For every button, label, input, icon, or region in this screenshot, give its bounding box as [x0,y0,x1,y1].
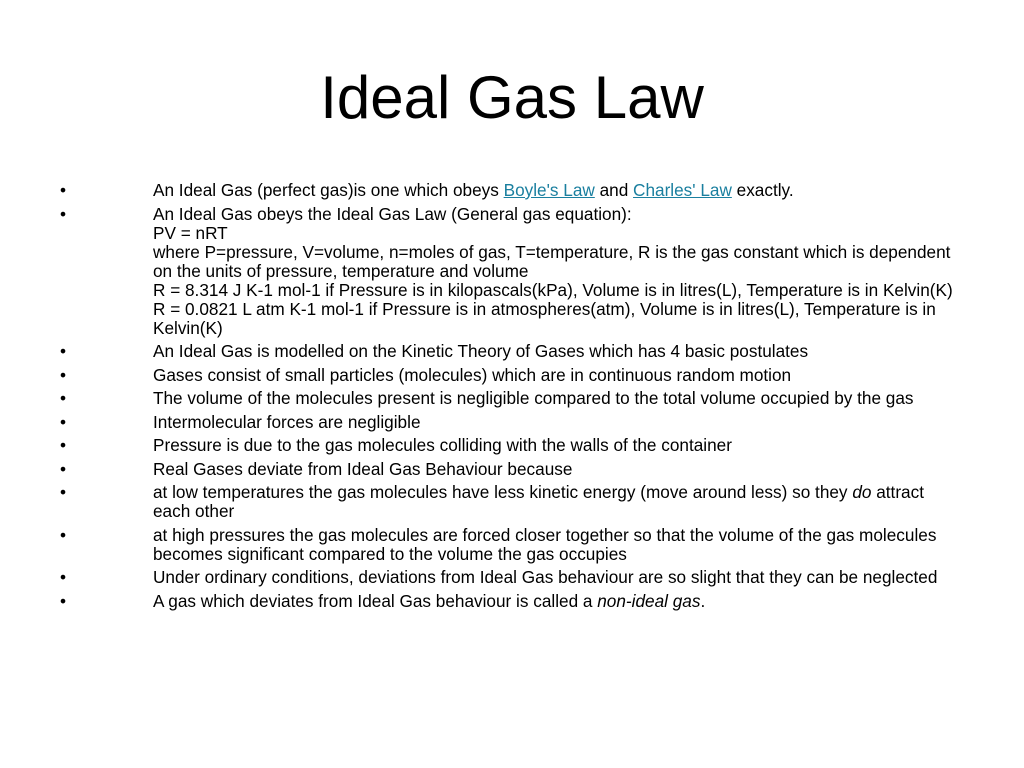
bullet-text: Under ordinary conditions, deviations from Ideal Gas behaviour are so slight that they can be neglected [153,567,938,587]
emphasis-text: non-ideal gas [597,590,701,611]
bullet-text: and [594,180,634,200]
bullet-marker: • [60,364,67,385]
boyles-law-link[interactable]: Boyle's Law [503,180,595,200]
bullet-marker: • [60,458,67,479]
bullet-marker: • [60,435,67,455]
bullet-marker: • [60,590,67,611]
gas-constant-kpa-text: R = 8.314 J K-1 mol-1 if Pressure is in kilopascals(kPa), Volume is in litres(L), Temperature is in Kelvin(K) [153,279,953,300]
bullet-text: An Ideal Gas (perfect gas)is one which obeys [153,180,504,200]
bullet-text: exactly. [731,180,794,200]
bullet-text: Gases consist of small particles (molecules) which are in continuous random motion [153,364,792,385]
charles-law-link[interactable]: Charles' Law [633,180,732,200]
bullet-text: A gas which deviates from Ideal Gas behaviour is called a [153,590,598,611]
equation-intro-text: An Ideal Gas obeys the Ideal Gas Law (General gas equation): [153,203,632,224]
bullet-item-intermolecular-forces [0,413,1024,432]
bullet-text: The volume of the molecules present is negligible compared to the total volume occupied by the gas [153,388,914,408]
bullet-item-negligible-volume [0,389,1024,408]
bullet-item-pressure-collisions [0,436,1024,455]
bullet-marker: • [60,411,67,432]
bullet-text: . [700,590,706,611]
bullet-marker: • [60,524,67,545]
equation-text: PV = nRT [153,222,228,243]
bullet-item-real-gases [0,460,1024,479]
bullet-text: at high pressures the gas molecules are forced closer together so that the volume of the gas molecules becomes significant compared to the volume the gas occupies [153,524,937,564]
bullet-text: Intermolecular forces are negligible [153,411,421,432]
variable-definitions-text: where P=pressure, V=volume, n=moles of gas, T=temperature, R is the gas constant which is dependent on the units of pressure, temperature and volume [153,241,951,281]
emphasis-text: do [852,482,872,502]
bullet-marker: • [60,388,67,408]
slide-title: Ideal Gas Law [320,64,704,131]
bullet-marker: • [60,341,67,361]
bullet-item-high-pressures [0,526,1024,564]
bullet-list [0,181,1024,615]
bullet-marker: • [60,203,67,224]
bullet-item-ordinary-conditions [0,568,1024,587]
bullet-text: An Ideal Gas is modelled on the Kinetic Theory of Gases which has 4 basic postulates [153,341,809,361]
bullet-text: Real Gases deviate from Ideal Gas Behaviour because [153,458,573,479]
gas-constant-atm-text: R = 0.0821 L atm K-1 mol-1 if Pressure is in atmospheres(atm), Volume is in litres(L), Temperature is in Kelvin(K) [153,298,936,338]
bullet-item-non-ideal-gas [0,592,1024,611]
bullet-marker: • [60,482,67,502]
bullet-item-low-temperatures [0,483,1024,521]
bullet-marker: • [60,567,67,587]
bullet-text: attract each other [153,482,924,521]
bullet-item-ideal-gas-equation [0,205,1024,338]
bullet-item-kinetic-theory [0,342,1024,361]
bullet-text: Pressure is due to the gas molecules colliding with the walls of the container [153,435,732,455]
bullet-marker: • [60,180,67,200]
bullet-text: at low temperatures the gas molecules have less kinetic energy (move around less) so they [153,482,853,502]
bullet-item-small-particles [0,366,1024,385]
bullet-item-ideal-gas-definition [0,181,1024,200]
